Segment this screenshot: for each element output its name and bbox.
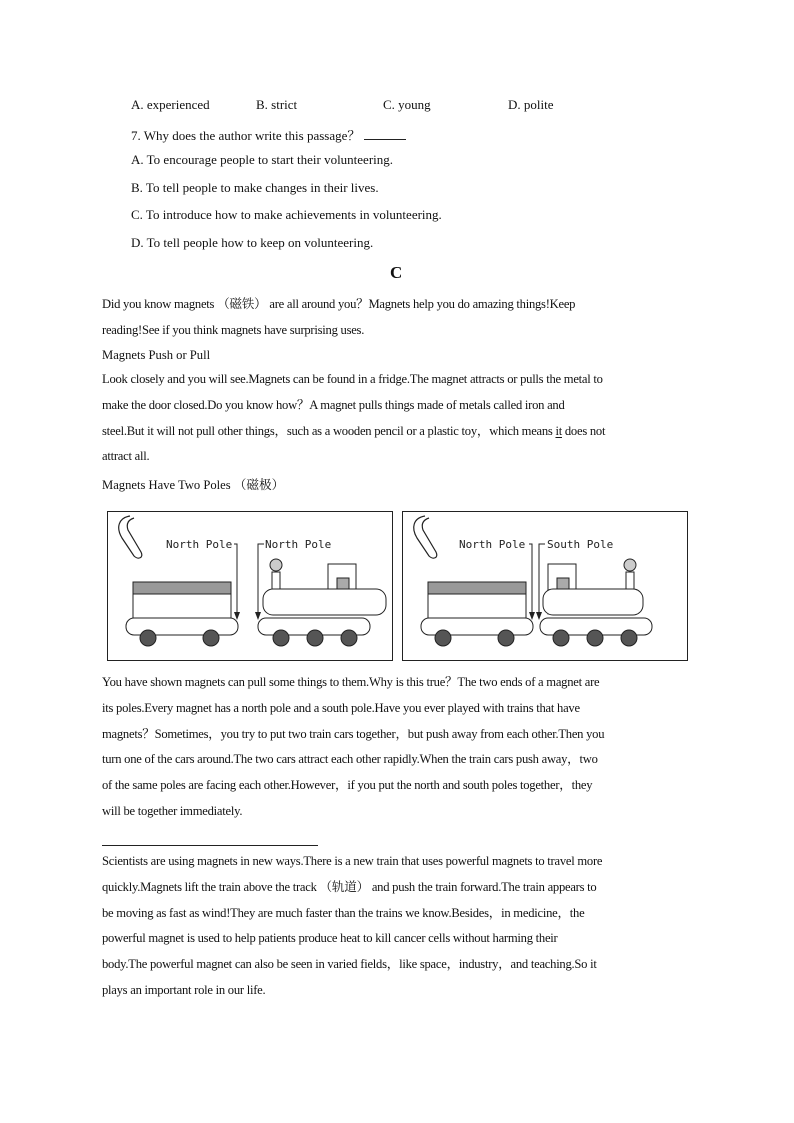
q7-option-d: D. To tell people how to keep on volunteering. [131,235,374,250]
pole-label: South Pole [547,538,614,551]
divider [102,845,318,846]
paragraph-line [102,419,702,445]
pole-label: North Pole [166,538,233,551]
paragraph-line: its poles.Every magnet has a north pole and a south pole.Have you ever played with trains that have [102,700,580,715]
paragraph-line: of the same poles are facing each other.However，if you put the north and south poles together，they [102,778,593,793]
line-text: does not [561,423,606,438]
intro-line: Did you know magnets （磁铁） are all around you？Magnets help you do amazing things!Keep [102,297,576,311]
paragraph-push-pull [102,367,702,470]
paragraph-line: turn one of the cars around.The two cars attract each other rapidly.When the train cars push away，two [102,752,598,767]
q7-option-a: A. To encourage people to start their volunteering. [131,152,394,167]
paragraph-line: Scientists are using magnets in new ways.There is a new train that uses powerful magnets to travel more [102,854,603,868]
paragraph-line: be moving as fast as wind!They are much faster than the trains we know.Besides，in medicine，the [102,905,585,920]
intro-line: reading!See if you think magnets have surprising uses. [102,322,365,337]
q6-option-c: C. young [383,97,431,112]
pole-label: North Pole [265,538,332,551]
train-illustration [403,512,687,660]
paragraph-line: magnets？Sometimes，you try to put two train cars together，but push away from each other.Then you [102,726,605,741]
answer-blank [364,127,406,140]
section-title: C [390,263,403,282]
paragraph-line: Look closely and you will see.Magnets can be found in a fridge.The magnet attracts or pulls the metal to [102,372,603,386]
paragraph-line: quickly.Magnets lift the train above the track （轨道） and push the train forward.The train appears to [102,879,597,894]
q7-stem [131,125,406,144]
intro-paragraph [102,292,702,344]
figure-north-north [107,511,393,661]
magnet-clip-icon [119,516,142,558]
q6-option-d: D. polite [508,97,554,112]
q6-option-a: A. experienced [131,97,210,112]
paragraph-poles [102,670,702,825]
pole-label: North Pole [459,538,526,551]
underlined-word: it [555,423,562,438]
q7-option-b: B. To tell people to make changes in their lives. [131,180,379,195]
heading-push-pull: Magnets Push or Pull [102,348,211,362]
figure-north-south [402,511,688,661]
paragraph-line: body.The powerful magnet can also be seen in varied fields，like space，industry，and teaching.So it [102,957,597,972]
paragraph-new-uses [102,849,702,1004]
paragraph-line: attract all. [102,449,150,464]
q7-option-c: C. To introduce how to make achievements in volunteering. [131,207,442,222]
paragraph-line: powerful magnet is used to help patients produce heat to kill cancer cells without harming their [102,931,558,946]
paragraph-line: You have shown magnets can pull some things to them.Why is this true？The two ends of a magnet are [102,675,600,689]
heading-two-poles: Magnets Have Two Poles （磁极） [102,478,285,492]
train-illustration [108,512,392,660]
paragraph-line: make the door closed.Do you know how？A magnet pulls things made of metals called iron and [102,397,565,412]
paragraph-line: will be together immediately. [102,803,243,818]
q7-stem-text: 7. Why does the author write this passage？ [131,128,361,143]
magnet-clip-icon [414,516,437,558]
line-text: steel.But it will not pull other things，such as a wooden pencil or a plastic toy，which means [102,423,556,438]
paragraph-line: plays an important role in our life. [102,982,266,997]
q6-option-b: B. strict [256,97,298,112]
